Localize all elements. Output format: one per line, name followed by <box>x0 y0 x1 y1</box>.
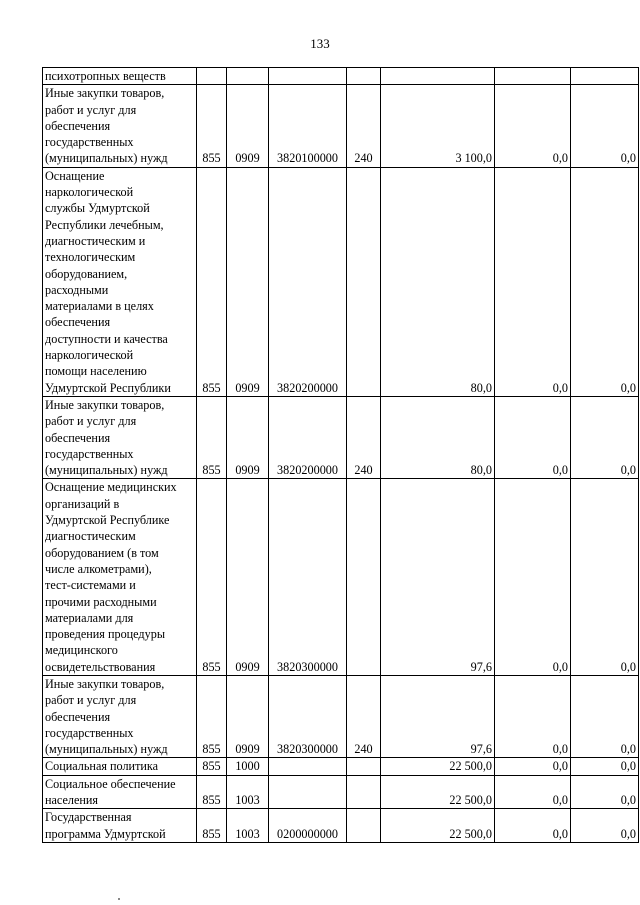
page-number: 133 <box>310 36 330 51</box>
expense-type-code <box>347 167 381 396</box>
amount-1: 22 500,0 <box>381 758 495 775</box>
amount-2 <box>495 68 571 85</box>
target-article-code: 3820300000 <box>269 479 347 676</box>
section-code: 1003 <box>227 809 269 843</box>
amount-2: 0,0 <box>495 167 571 396</box>
section-code: 0909 <box>227 479 269 676</box>
amount-2: 0,0 <box>495 85 571 167</box>
amount-2: 0,0 <box>495 396 571 478</box>
target-article-code: 3820200000 <box>269 167 347 396</box>
stray-mark <box>118 898 120 900</box>
expense-type-code <box>347 758 381 775</box>
amount-2: 0,0 <box>495 479 571 676</box>
section-code: 0909 <box>227 167 269 396</box>
amount-2: 0,0 <box>495 775 571 809</box>
target-article-code <box>269 68 347 85</box>
amount-3: 0,0 <box>571 809 639 843</box>
expense-type-code: 240 <box>347 396 381 478</box>
row-name: психотропных веществ <box>43 68 197 85</box>
amount-3 <box>571 68 639 85</box>
budget-table <box>42 67 639 843</box>
expense-type-code <box>347 809 381 843</box>
amount-1 <box>381 68 495 85</box>
row-name: Оснащение наркологической службы Удмуртской Республики лечебным, диагностическим и технологическим оборудованием, расходными материалами в целях обеспечения доступности и качества наркологической помощи населению Удмуртской Республики <box>43 167 197 396</box>
ved-code: 855 <box>197 675 227 757</box>
expense-type-code <box>347 775 381 809</box>
target-article-code <box>269 758 347 775</box>
table-row <box>43 775 639 809</box>
amount-2: 0,0 <box>495 675 571 757</box>
expense-type-code: 240 <box>347 675 381 757</box>
amount-1: 80,0 <box>381 167 495 396</box>
target-article-code <box>269 775 347 809</box>
expense-type-code <box>347 68 381 85</box>
ved-code: 855 <box>197 809 227 843</box>
section-code: 1003 <box>227 775 269 809</box>
table-row <box>43 396 639 478</box>
row-name: Социальная политика <box>43 758 197 775</box>
section-code: 1000 <box>227 758 269 775</box>
amount-2: 0,0 <box>495 809 571 843</box>
ved-code: 855 <box>197 167 227 396</box>
section-code: 0909 <box>227 675 269 757</box>
section-code: 0909 <box>227 85 269 167</box>
amount-3: 0,0 <box>571 167 639 396</box>
amount-1: 3 100,0 <box>381 85 495 167</box>
amount-1: 97,6 <box>381 675 495 757</box>
expense-type-code: 240 <box>347 85 381 167</box>
ved-code: 855 <box>197 396 227 478</box>
target-article-code: 3820300000 <box>269 675 347 757</box>
amount-1: 22 500,0 <box>381 775 495 809</box>
amount-3: 0,0 <box>571 85 639 167</box>
ved-code: 855 <box>197 479 227 676</box>
section-code <box>227 68 269 85</box>
table-row <box>43 167 639 396</box>
table-row <box>43 68 639 85</box>
target-article-code: 3820200000 <box>269 396 347 478</box>
target-article-code: 0200000000 <box>269 809 347 843</box>
ved-code <box>197 68 227 85</box>
row-name: Иные закупки товаров, работ и услуг для обеспечения государственных (муниципальных) нужд <box>43 85 197 167</box>
amount-1: 22 500,0 <box>381 809 495 843</box>
amount-2: 0,0 <box>495 758 571 775</box>
table-row <box>43 758 639 775</box>
expense-type-code <box>347 479 381 676</box>
row-name: Иные закупки товаров, работ и услуг для обеспечения государственных (муниципальных) нужд <box>43 396 197 478</box>
target-article-code: 3820100000 <box>269 85 347 167</box>
amount-1: 80,0 <box>381 396 495 478</box>
amount-3: 0,0 <box>571 396 639 478</box>
row-name: Иные закупки товаров, работ и услуг для обеспечения государственных (муниципальных) нужд <box>43 675 197 757</box>
ved-code: 855 <box>197 758 227 775</box>
ved-code: 855 <box>197 85 227 167</box>
amount-1: 97,6 <box>381 479 495 676</box>
amount-3: 0,0 <box>571 675 639 757</box>
section-code: 0909 <box>227 396 269 478</box>
amount-3: 0,0 <box>571 758 639 775</box>
amount-3: 0,0 <box>571 479 639 676</box>
row-name: Оснащение медицинских организаций в Удмуртской Республике диагностическим оборудованием (в том числе алкометрами), тест-системами и прочими расходными материалами для проведения процедуры медицинского освидетельствования <box>43 479 197 676</box>
row-name: Социальное обеспечение населения <box>43 775 197 809</box>
table-row <box>43 675 639 757</box>
ved-code: 855 <box>197 775 227 809</box>
amount-3: 0,0 <box>571 775 639 809</box>
row-name: Государственная программа Удмуртской <box>43 809 197 843</box>
table-row <box>43 479 639 676</box>
table-row <box>43 85 639 167</box>
table-row <box>43 809 639 843</box>
